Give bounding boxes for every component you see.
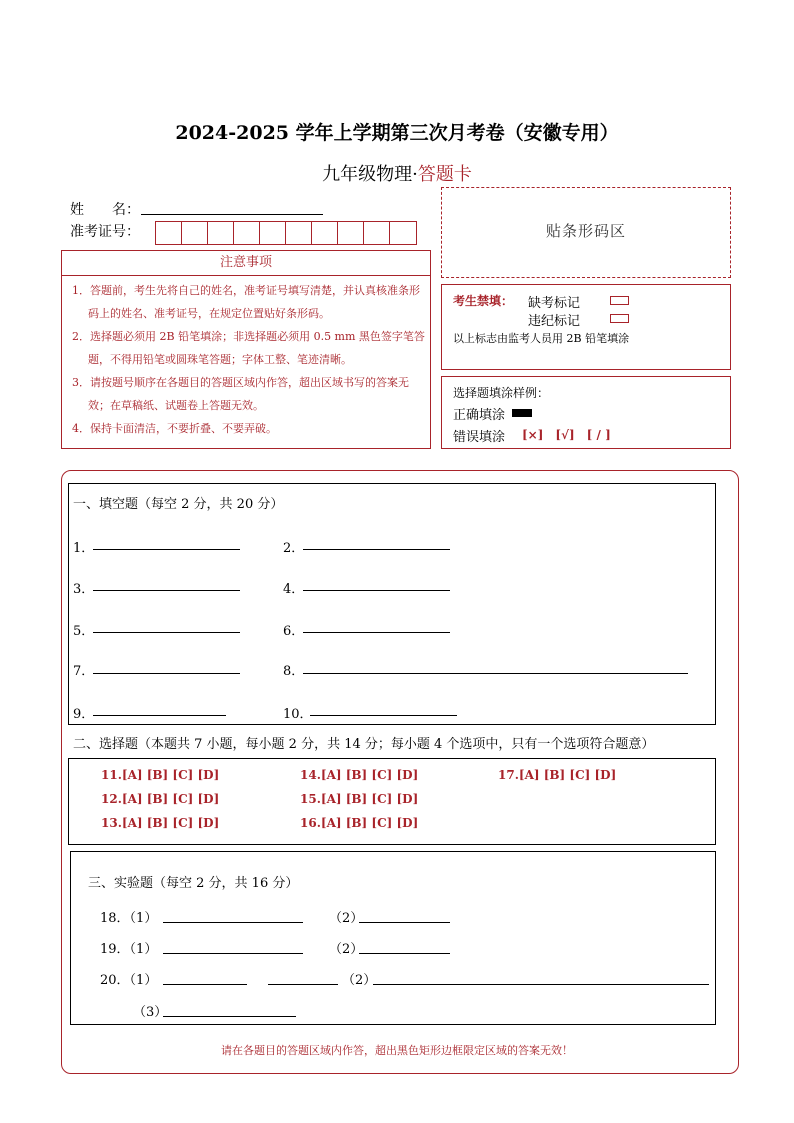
forbid-label: 考生禁填：: [453, 294, 514, 308]
forbid-box: [441, 284, 731, 370]
subtitle-answer-card: 答题卡: [417, 164, 472, 185]
choice-options[interactable]: [A] [B] [C] [D]: [121, 816, 220, 830]
choice-row[interactable]: [101, 768, 219, 782]
id-digit-cell[interactable]: [338, 222, 364, 244]
name-label: 姓 名：: [70, 202, 140, 218]
blank-line[interactable]: [93, 590, 240, 591]
part2-label: （2）: [342, 973, 377, 988]
blank-line[interactable]: [303, 549, 450, 550]
notice-item: 4．保持卡面清洁，不要折叠、不要弄破。: [72, 422, 277, 435]
subtitle-main: 九年级物理: [322, 164, 413, 185]
blank-number: 5．: [73, 624, 95, 639]
blank-line[interactable]: [93, 632, 240, 633]
choice-options[interactable]: [A] [B] [C] [D]: [121, 792, 220, 806]
blank-number: 7．: [73, 664, 95, 679]
id-digit-cell[interactable]: [390, 222, 416, 244]
question-number: 12.: [101, 792, 122, 806]
notice-item: 1．答题前，考生先将自己的姓名，准考证号填写清楚，并认真核准条形码上的姓名、准考证号，在规定位置贴好条形码。: [72, 284, 420, 320]
blank-line[interactable]: [303, 590, 450, 591]
blank-number: 3．: [73, 582, 95, 597]
violation-label: 违纪标记: [528, 314, 581, 329]
question-number: 17.: [498, 768, 519, 782]
choice-options[interactable]: [A] [B] [C] [D]: [320, 816, 419, 830]
absent-mark-box[interactable]: [610, 296, 629, 305]
barcode-area: [441, 187, 731, 278]
choice-row[interactable]: [300, 816, 418, 830]
section1-title: 一、填空题（每空 2 分，共 20 分）: [73, 497, 284, 512]
part2-label: （2）: [329, 911, 364, 926]
blank-line[interactable]: [373, 984, 709, 985]
id-digit-cell[interactable]: [312, 222, 338, 244]
blank-line[interactable]: [163, 922, 303, 923]
id-digit-cell[interactable]: [208, 222, 234, 244]
notice-box: [61, 250, 431, 449]
id-digit-cell[interactable]: [182, 222, 208, 244]
q20-label: 20．（1）: [100, 973, 158, 988]
blank-line[interactable]: [163, 953, 303, 954]
question-number: 11.: [101, 768, 122, 782]
wrong-fill-marks: [×] [√] [ / ]: [522, 428, 611, 442]
id-digit-cell[interactable]: [234, 222, 260, 244]
choice-options[interactable]: [A] [B] [C] [D]: [121, 768, 220, 782]
notice-item: 2．选择题必须用 2B 铅笔填涂；非选择题必须用 0.5 mm 黑色签字笔答题，不得用铅笔或圆珠笔答题；字体工整、笔迹清晰。: [72, 330, 425, 366]
blank-number: 6．: [283, 624, 305, 639]
blank-line[interactable]: [268, 984, 338, 985]
choice-options[interactable]: [A] [B] [C] [D]: [320, 768, 419, 782]
blank-number: 9．: [73, 707, 95, 722]
choice-row[interactable]: [300, 792, 418, 806]
section3-title: 三、实验题（每空 2 分，共 16 分）: [88, 876, 299, 891]
blank-number: 2．: [283, 541, 305, 556]
page-subtitle: [0, 160, 794, 186]
blank-line[interactable]: [93, 673, 240, 674]
section1-box: [68, 483, 716, 725]
forbid-note: 以上标志由监考人员用 2B 铅笔填涂: [453, 332, 630, 345]
footer-warning: 请在各题目的答题区域内作答，超出黑色矩形边框限定区域的答案无效！: [221, 1044, 573, 1057]
violation-mark-box[interactable]: [610, 314, 629, 323]
id-digit-cell[interactable]: [260, 222, 286, 244]
subtitle-separator: ·: [412, 164, 418, 185]
choice-row[interactable]: [101, 792, 219, 806]
section2-title: 二、选择题（本题共 7 小题，每小题 2 分，共 14 分；每小题 4 个选项中，只有一个选项符合题意）: [73, 737, 655, 752]
blank-number: 8．: [283, 664, 305, 679]
blank-number: 1．: [73, 541, 95, 556]
sample-title: 选择题填涂样例：: [453, 386, 550, 400]
sample-box: [441, 376, 731, 449]
blank-number: 10．: [283, 707, 313, 722]
choice-options[interactable]: [A] [B] [C] [D]: [518, 768, 617, 782]
blank-line[interactable]: [359, 953, 450, 954]
id-digit-cell[interactable]: [364, 222, 390, 244]
id-digit-cell[interactable]: [286, 222, 312, 244]
notice-heading: 注意事项: [62, 251, 430, 276]
id-label: 准考证号：: [70, 224, 140, 240]
blank-line[interactable]: [310, 715, 457, 716]
blank-line[interactable]: [359, 922, 450, 923]
question-number: 15.: [300, 792, 321, 806]
choice-options[interactable]: [A] [B] [C] [D]: [320, 792, 419, 806]
q18-label: 18．（1）: [100, 911, 158, 926]
choice-row[interactable]: [498, 768, 616, 782]
blank-line[interactable]: [303, 673, 688, 674]
blank-line[interactable]: [93, 715, 226, 716]
blank-line[interactable]: [93, 549, 240, 550]
barcode-label: 贴条形码区: [545, 222, 626, 240]
exam-id-grid[interactable]: [155, 221, 417, 245]
choice-row[interactable]: [101, 816, 219, 830]
choice-row[interactable]: [300, 768, 418, 782]
q19-label: 19．（1）: [100, 942, 158, 957]
question-number: 16.: [300, 816, 321, 830]
part2-label: （2）: [329, 942, 364, 957]
correct-fill-mark: [512, 409, 532, 417]
page-title: 2024-2025 学年上学期第三次月考卷（安徽专用）: [175, 122, 619, 144]
wrong-fill-label: 错误填涂: [453, 430, 506, 445]
blank-line[interactable]: [163, 984, 247, 985]
part3-label: （3）: [133, 1005, 168, 1020]
question-number: 13.: [101, 816, 122, 830]
blank-number: 4．: [283, 582, 305, 597]
question-number: 14.: [300, 768, 321, 782]
correct-fill-label: 正确填涂: [453, 408, 506, 423]
name-field[interactable]: [141, 214, 323, 215]
id-digit-cell[interactable]: [156, 222, 182, 244]
notice-item: 3．请按题号顺序在各题目的答题区域内作答，超出区域书写的答案无效；在草稿纸、试题卷上答题无效。: [72, 376, 409, 412]
absent-label: 缺考标记: [528, 296, 581, 311]
blank-line[interactable]: [303, 632, 450, 633]
blank-line[interactable]: [163, 1016, 296, 1017]
